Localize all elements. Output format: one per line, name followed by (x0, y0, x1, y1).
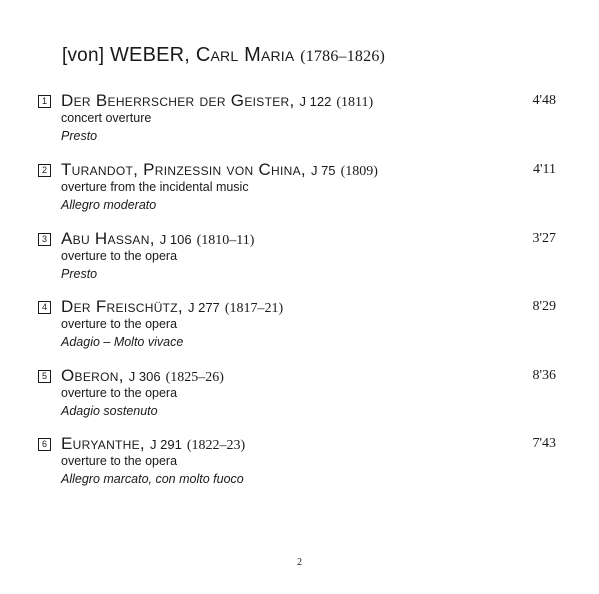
track-title-line (61, 297, 283, 317)
track-number: 1 (38, 95, 51, 108)
composer-surname: WEBER, (109, 44, 191, 66)
composer-given-names: Carl Maria (195, 44, 295, 66)
track-number: 2 (38, 164, 51, 177)
composer-prefix: [von] (62, 45, 105, 66)
composer-heading (62, 44, 385, 67)
track-duration: 4'48 (532, 93, 556, 108)
track-year: (1822–23) (186, 438, 246, 453)
track-tempo: Adagio – Molto vivace (61, 335, 184, 349)
track-description: concert overture (61, 111, 152, 125)
track-catalogue: J 106 (159, 232, 192, 247)
track-catalogue: J 122 (299, 94, 332, 109)
track-catalogue: J 306 (128, 369, 161, 384)
track-title: Der Freischütz, (61, 297, 183, 316)
track-catalogue: J 277 (187, 300, 220, 315)
track-tempo: Allegro moderato (61, 198, 157, 212)
track-duration: 4'11 (532, 162, 556, 177)
track-year: (1809) (340, 164, 378, 179)
track-year: (1825–26) (165, 370, 224, 385)
track-number: 3 (38, 233, 51, 246)
track-description: overture to the opera (61, 454, 178, 468)
track-title: Euryanthe, (61, 434, 145, 453)
track-title: Der Beherrscher der Geister, (61, 91, 295, 110)
track-title-line (61, 160, 378, 180)
track-description: overture to the opera (61, 386, 178, 400)
track-year: (1811) (336, 95, 374, 110)
track-description: overture from the incidental music (61, 180, 249, 194)
track-title-line (61, 91, 373, 111)
track-tempo: Allegro marcato, con molto fuoco (61, 472, 244, 486)
track-year: (1817–21) (224, 301, 284, 316)
track-number: 4 (38, 301, 51, 314)
track-tempo: Presto (61, 267, 98, 281)
track-title-line (61, 229, 254, 249)
track-duration: 7'43 (532, 436, 556, 451)
track-duration: 3'27 (532, 231, 556, 246)
track-title-line (61, 434, 245, 454)
track-description: overture to the opera (61, 249, 178, 263)
track-year: (1810–11) (196, 233, 255, 248)
track-title: Turandot, Prinzessin von China, (61, 160, 306, 179)
track-number: 5 (38, 370, 51, 383)
track-tempo: Adagio sostenuto (61, 404, 158, 418)
track-duration: 8'29 (532, 299, 556, 314)
track-title: Abu Hassan, (61, 229, 155, 248)
track-title: Oberon, (61, 366, 124, 385)
track-duration: 8'36 (532, 368, 556, 383)
track-tempo: Presto (61, 129, 98, 143)
track-catalogue: J 291 (150, 437, 182, 452)
track-title-line (61, 366, 224, 386)
composer-dates: (1786–1826) (300, 48, 386, 65)
track-description: overture to the opera (61, 317, 178, 331)
track-catalogue: J 75 (310, 163, 336, 178)
track-number: 6 (38, 438, 51, 451)
page-number: 2 (297, 557, 302, 568)
